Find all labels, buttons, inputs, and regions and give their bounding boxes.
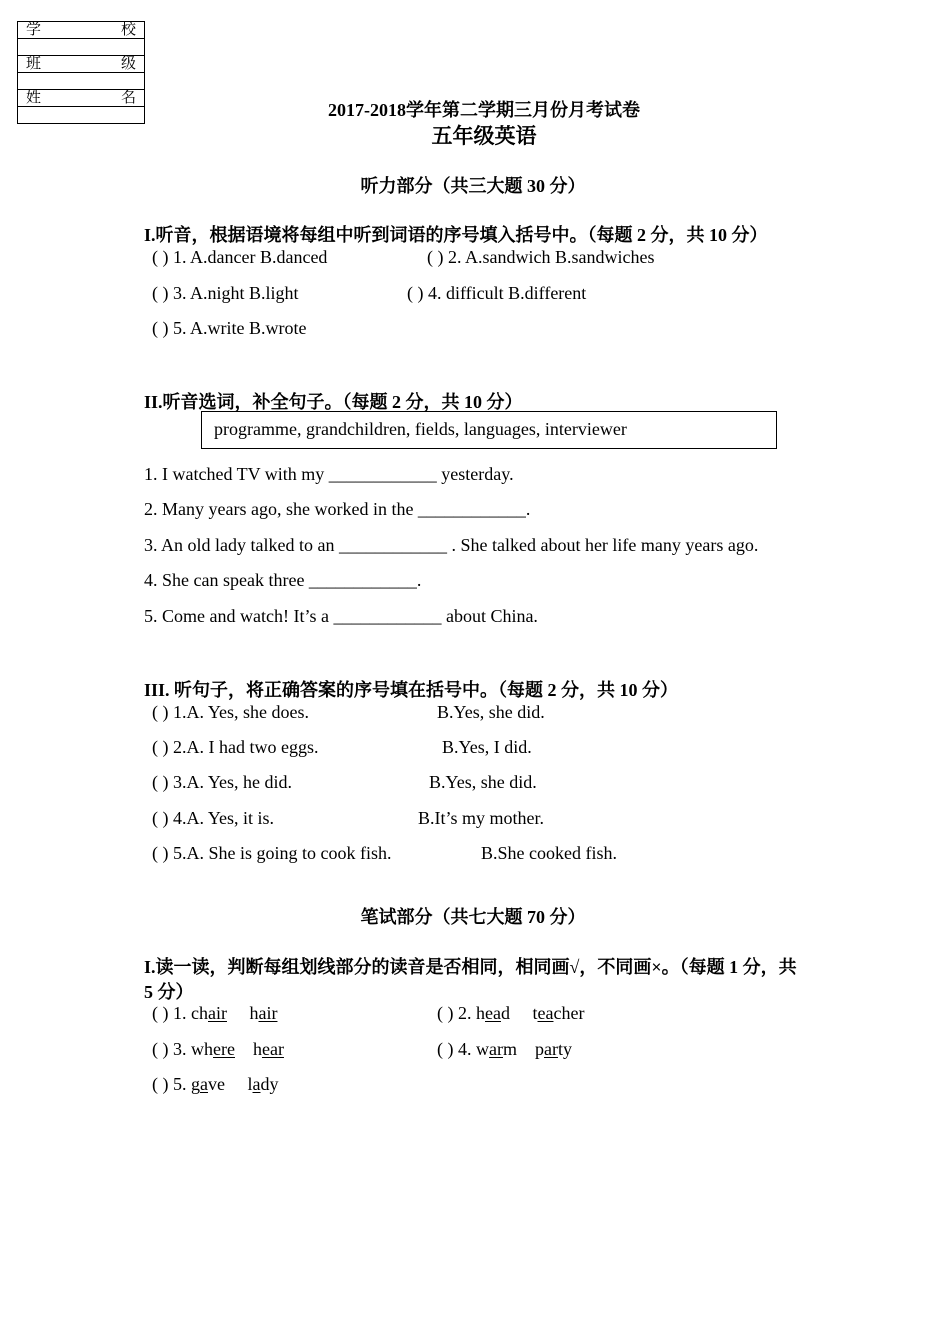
question-option-b: B.Yes, I did. [442, 737, 532, 757]
written-part1-heading: I.读一读，判断每组划线部分的读音是否相同，相同画√，不同画×。（每题 1 分，共 [144, 957, 797, 977]
question-item: ( ) 2. A.sandwich B.sandwiches [427, 247, 655, 267]
phonics-item-4: ( ) 4. warm party [437, 1039, 572, 1059]
question-option-b: B.It’s my mother. [418, 808, 544, 828]
exam-subject: 五年级英语 [431, 124, 537, 148]
question-option-a: ( ) 1.A. Yes, she does. [152, 702, 309, 722]
sentence-item: 5. Come and watch! It’s a ____________ about China. [144, 606, 538, 626]
phonics-item-1: ( ) 1. chair hair [152, 1003, 278, 1023]
school-label: 学 校 [18, 22, 145, 39]
question-item: ( ) 5. A.write B.wrote [152, 318, 307, 338]
question-item: ( ) 3. A.night B.light [152, 283, 299, 303]
listening-part3-heading: III. 听句子，将正确答案的序号填在括号中。（每题 2 分，共 10 分） [144, 680, 679, 700]
question-item: ( ) 4. difficult B.different [407, 283, 587, 303]
class-field[interactable] [18, 73, 145, 90]
sentence-item: 2. Many years ago, she worked in the ____________. [144, 499, 531, 519]
question-option-a: ( ) 2.A. I had two eggs. [152, 737, 319, 757]
sentence-item: 4. She can speak three ____________. [144, 570, 422, 590]
class-label: 班 级 [18, 56, 145, 73]
sentence-item: 3. An old lady talked to an ____________ . She talked about her life many years ago. [144, 535, 759, 555]
phonics-item-2: ( ) 2. head teacher [437, 1003, 585, 1023]
name-label: 姓 名 [18, 90, 145, 107]
listening-heading: 听力部分（共三大题 30 分） [360, 176, 586, 196]
question-option-b: B.She cooked fish. [481, 843, 617, 863]
listening-part1-heading: I.听音，根据语境将每组中听到词语的序号填入括号中。（每题 2 分，共 10 分） [144, 225, 768, 245]
word-bank-box [201, 411, 777, 449]
question-option-b: B.Yes, she did. [429, 772, 537, 792]
exam-title: 2017-2018学年第二学期三月份月考试卷 [328, 100, 640, 120]
phonics-item-3: ( ) 3. where hear [152, 1039, 284, 1059]
listening-part2-heading: II.听音选词，补全句子。（每题 2 分，共 10 分） [144, 392, 523, 412]
question-option-a: ( ) 3.A. Yes, he did. [152, 772, 293, 792]
sentence-item: 1. I watched TV with my ____________ yesterday. [144, 464, 514, 484]
question-item: ( ) 1. A.dancer B.danced [152, 247, 328, 267]
phonics-item-5: ( ) 5. gave lady [152, 1074, 279, 1094]
question-option-b: B.Yes, she did. [437, 702, 545, 722]
question-option-a: ( ) 4.A. Yes, it is. [152, 808, 275, 828]
written-heading: 笔试部分（共七大题 70 分） [360, 907, 586, 927]
question-option-a: ( ) 5.A. She is going to cook fish. [152, 843, 392, 863]
word-bank-text: programme, grandchildren, fields, languages, interviewer [214, 419, 627, 439]
written-part1-heading-cont: 5 分） [144, 982, 194, 1002]
school-field[interactable] [18, 39, 145, 56]
